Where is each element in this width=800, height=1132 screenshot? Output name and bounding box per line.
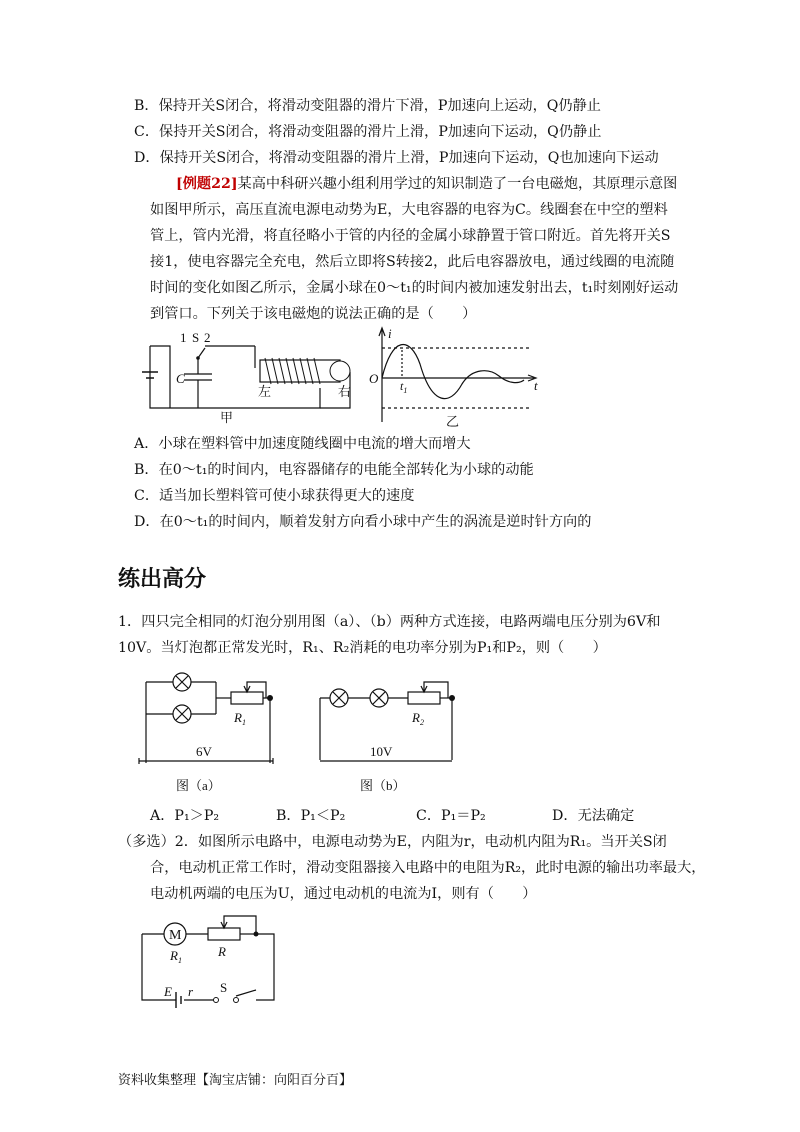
emf-label: E bbox=[164, 984, 172, 999]
figure-a-circuit bbox=[136, 668, 276, 798]
example-line: 到管口。下列关于该电磁炮的说法正确的是（ ） bbox=[150, 306, 477, 322]
prev-option-c: C．保持开关S闭合，将滑动变阻器的滑片上滑，P加速向下运动，Q仍静止 bbox=[134, 124, 602, 140]
switch-s-label: S bbox=[192, 330, 200, 345]
example-option-a: A．小球在塑料管中加速度随线圈中电流的增大而增大 bbox=[134, 436, 471, 452]
origin-label: O bbox=[369, 371, 379, 386]
section-title: 练出高分 bbox=[118, 567, 207, 592]
r1-label: $R_1$ bbox=[234, 710, 246, 727]
example-option-c: C．适当加长塑料管可使小球获得更大的速度 bbox=[134, 488, 415, 504]
figure-a-voltage: 6V bbox=[196, 744, 212, 759]
example-line: 时间的变化如图乙所示，金属小球在0～t₁的时间内被加速发射出去，t₁时刻刚好运动 bbox=[150, 280, 679, 296]
q1-line: 1．四只完全相同的灯泡分别用图（a）、（b）两种方式连接，电路两端电压分别为6V和 bbox=[118, 614, 661, 630]
q1-option-a: A．P₁＞P₂ bbox=[150, 808, 220, 824]
figure-jia-caption: 甲 bbox=[220, 410, 234, 425]
right-label: 右 bbox=[338, 384, 352, 399]
internal-r-label: r bbox=[188, 984, 194, 999]
example-line: 某高中科研兴趣小组利用学过的知识制造了一台电磁炮，其原理示意图 bbox=[237, 176, 678, 192]
t1-label: $t_1$ bbox=[400, 379, 408, 395]
q1-option-b: B．P₁＜P₂ bbox=[276, 808, 346, 824]
figure-yi-graph bbox=[364, 326, 549, 430]
switch-label: S bbox=[220, 980, 228, 995]
rheostat-label: R bbox=[218, 944, 226, 959]
figure-b-circuit bbox=[312, 668, 462, 798]
switch-1-label: 1 bbox=[180, 330, 187, 345]
motor-r1-label: $R_1$ bbox=[170, 948, 182, 965]
motor-label: M bbox=[169, 928, 182, 943]
axis-i-label: i bbox=[388, 326, 392, 341]
prev-option-d: D．保持开关S闭合，将滑动变阻器的滑片上滑，P加速向下运动，Q也加速向下运动 bbox=[134, 150, 659, 166]
left-label: 左 bbox=[258, 384, 272, 399]
example-line: 如图甲所示，高压直流电源电动势为E，大电容器的电容为C。线圈套在中空的塑料 bbox=[150, 202, 668, 218]
example-option-d: D．在0～t₁的时间内，顺着发射方向看小球中产生的涡流是逆时针方向的 bbox=[134, 514, 592, 530]
q1-option-c: C．P₁＝P₂ bbox=[416, 808, 486, 824]
figure-b-voltage: 10V bbox=[370, 744, 393, 759]
q2-circuit bbox=[136, 912, 286, 1012]
prev-option-b: B．保持开关S闭合，将滑动变阻器的滑片下滑，P加速向上运动，Q仍静止 bbox=[134, 98, 601, 114]
figure-b-caption: 图（b） bbox=[360, 778, 406, 793]
q2-line: （多选）2．如图所示电路中，电源电动势为E，内阻为r，电动机内阻为R₁。当开关S闭 bbox=[118, 834, 667, 850]
example-line: 管上，管内光滑，将直径略小于管的内径的金属小球静置于管口附近。首先将开关S bbox=[150, 228, 671, 244]
capacitor-label: C bbox=[176, 371, 185, 386]
figure-a-caption: 图（a） bbox=[176, 778, 221, 793]
footer-source: 资料收集整理【淘宝店铺：向阳百分百】 bbox=[118, 1073, 353, 1088]
example-tag: [例题22] bbox=[176, 176, 238, 192]
example-first-line bbox=[176, 174, 677, 194]
q2-line: 合，电动机正常工作时，滑动变阻器接入电路中的电阻为R₂，此时电源的输出功率最大， bbox=[150, 860, 706, 876]
example-line: 接1，使电容器完全充电，然后立即将S转接2，此后电容器放电，通过线圈的电流随 bbox=[150, 254, 675, 270]
axis-t-label: t bbox=[534, 378, 538, 393]
r2-label: $R_2$ bbox=[412, 710, 424, 727]
example-option-b: B．在0～t₁的时间内，电容器储存的电能全部转化为小球的动能 bbox=[134, 462, 534, 478]
q1-option-d: D．无法确定 bbox=[552, 808, 635, 824]
switch-2-label: 2 bbox=[204, 330, 211, 345]
figure-yi-caption: 乙 bbox=[446, 414, 460, 429]
q2-line: 电动机两端的电压为U，通过电动机的电流为I，则有（ ） bbox=[150, 886, 537, 902]
figure-jia-circuit bbox=[130, 328, 360, 428]
q1-line: 10V。当灯泡都正常发光时，R₁、R₂消耗的电功率分别为P₁和P₂，则（ ） bbox=[118, 640, 607, 656]
